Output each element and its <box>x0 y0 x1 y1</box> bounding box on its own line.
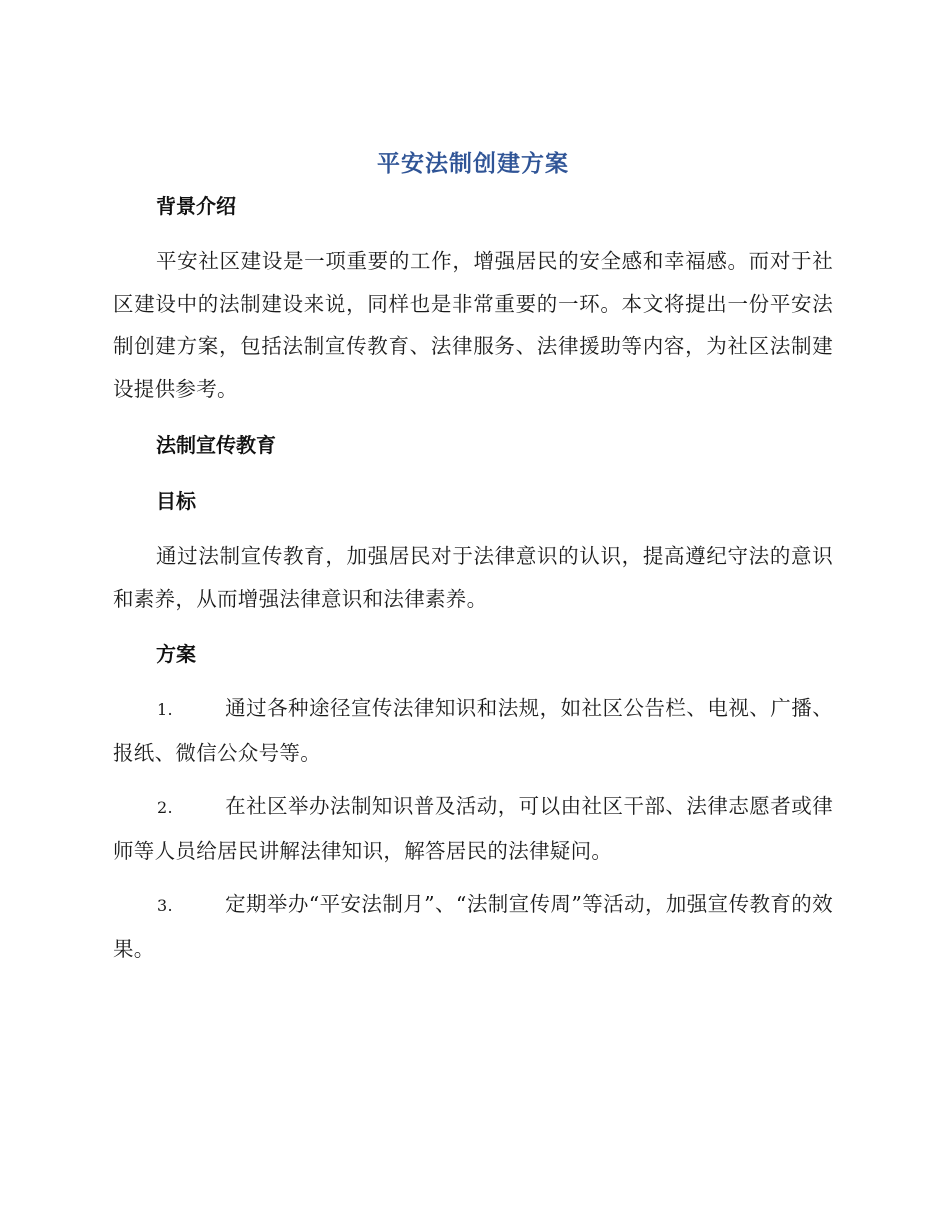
heading-legal-education: 法制宣传教育 <box>156 433 276 457</box>
paragraph-background: 平安社区建设是一项重要的工作，增强居民的安全感和幸福感。而对于社区建设中的法制建设来说，同样也是非常重要的一环。本文将提出一份平安法制创建方案，包括法制宣传教育、法律服务、法律援助等内容，为社区法制建设提供参考。 <box>113 249 833 401</box>
paragraph-goal: 通过法制宣传教育，加强居民对于法律意识的认识，提高遵纪守法的意识和素养，从而增强法律意识和法律素养。 <box>113 544 833 611</box>
list-text: 定期举办“平安法制月”、“法制宣传周”等活动，加强宣传教育的效果。 <box>113 892 833 961</box>
document-body <box>113 146 833 970</box>
heading-plan: 方案 <box>156 642 196 666</box>
list-text: 通过各种途径宣传法律知识和法规，如社区公告栏、电视、广播、报纸、微信公众号等。 <box>113 696 833 765</box>
heading-background: 背景介绍 <box>156 194 236 218</box>
list-number: 3. <box>157 896 173 915</box>
heading-goal: 目标 <box>156 489 196 513</box>
list-item <box>113 883 833 970</box>
list-item <box>113 785 833 872</box>
list-item <box>113 687 833 774</box>
document-title: 平安法制创建方案 <box>377 151 569 177</box>
list-number: 1. <box>157 700 173 719</box>
list-text: 在社区举办法制知识普及活动，可以由社区干部、法律志愿者或律师等人员给居民讲解法律知识，解答居民的法律疑问。 <box>113 794 833 863</box>
list-number: 2. <box>157 798 173 817</box>
